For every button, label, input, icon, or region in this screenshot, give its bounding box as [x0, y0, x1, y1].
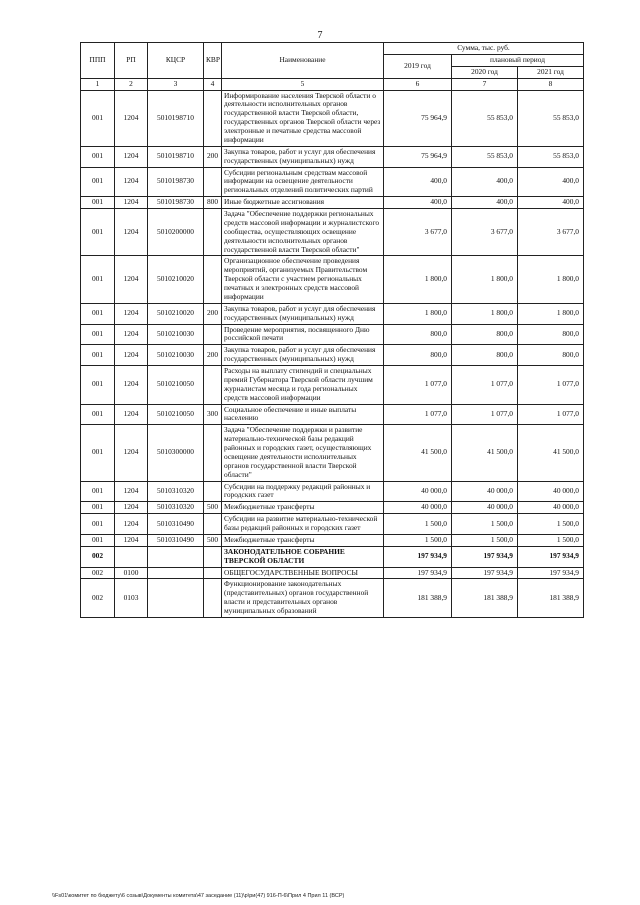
value-2019-cell: 181 388,9 — [384, 579, 452, 618]
ppp-cell: 001 — [81, 256, 115, 303]
ppp-cell: 001 — [81, 167, 115, 197]
value-2021-cell: 1 800,0 — [518, 303, 584, 324]
kcsr-cell: 5010210020 — [148, 303, 204, 324]
budget-table — [80, 42, 584, 618]
value-2020-cell: 1 077,0 — [452, 404, 518, 425]
header-planned: плановый период — [452, 54, 584, 66]
rp-cell: 1204 — [115, 167, 148, 197]
kcsr-cell: 5010310490 — [148, 514, 204, 535]
rp-cell: 1204 — [115, 366, 148, 405]
kvr-cell — [204, 567, 222, 579]
ppp-cell: 002 — [81, 567, 115, 579]
kcsr-cell: 5010198710 — [148, 90, 204, 146]
rp-cell: 1204 — [115, 303, 148, 324]
rp-cell: 1204 — [115, 197, 148, 209]
value-2020-cell: 400,0 — [452, 167, 518, 197]
file-path-footer: \\Fs01\комитет по бюджету\6 созыв\Документы комитета\47 заседание (11)\р\ри(47) 916-П-6\Прил 4 Прил 11 (ВСР) — [52, 893, 345, 899]
value-2020-cell: 3 677,0 — [452, 209, 518, 256]
value-2021-cell: 55 853,0 — [518, 146, 584, 167]
value-2019-cell: 197 934,9 — [384, 546, 452, 567]
kcsr-cell: 5010198710 — [148, 146, 204, 167]
kcsr-cell: 5010210050 — [148, 404, 204, 425]
kvr-cell: 200 — [204, 303, 222, 324]
value-2019-cell: 75 964,9 — [384, 146, 452, 167]
kcsr-cell: 5010198730 — [148, 197, 204, 209]
rp-cell: 1204 — [115, 425, 148, 481]
name-cell: Закупка товаров, работ и услуг для обеспечения государственных (муниципальных) нужд — [222, 303, 384, 324]
header-2020: 2020 год — [452, 66, 518, 78]
ppp-cell: 001 — [81, 502, 115, 514]
value-2021-cell: 800,0 — [518, 324, 584, 345]
kvr-cell — [204, 425, 222, 481]
table-row — [81, 404, 584, 425]
table-row — [81, 345, 584, 366]
table-row — [81, 534, 584, 546]
name-cell: ЗАКОНОДАТЕЛЬНОЕ СОБРАНИЕ ТВЕРСКОЙ ОБЛАСТИ — [222, 546, 384, 567]
ppp-cell: 001 — [81, 366, 115, 405]
value-2019-cell: 800,0 — [384, 324, 452, 345]
col-num-1: 1 — [81, 78, 115, 90]
ppp-cell: 001 — [81, 197, 115, 209]
value-2021-cell: 3 677,0 — [518, 209, 584, 256]
kcsr-cell: 5010310320 — [148, 481, 204, 502]
name-cell: Субсидии на развитие материально-технической базы редакций районных и городских газет — [222, 514, 384, 535]
ppp-cell: 002 — [81, 546, 115, 567]
kcsr-cell: 5010210030 — [148, 345, 204, 366]
table-row — [81, 579, 584, 618]
kcsr-cell: 5010210020 — [148, 256, 204, 303]
table-row — [81, 425, 584, 481]
kcsr-cell: 5010300000 — [148, 425, 204, 481]
value-2021-cell: 40 000,0 — [518, 502, 584, 514]
value-2020-cell: 55 853,0 — [452, 146, 518, 167]
header-ppp: ППП — [81, 43, 115, 79]
ppp-cell: 001 — [81, 345, 115, 366]
rp-cell — [115, 546, 148, 567]
kvr-cell — [204, 209, 222, 256]
value-2020-cell: 197 934,9 — [452, 567, 518, 579]
value-2020-cell: 400,0 — [452, 197, 518, 209]
kvr-cell: 200 — [204, 146, 222, 167]
col-num-6: 6 — [384, 78, 452, 90]
header-sum: Сумма, тыс. руб. — [384, 43, 584, 55]
kvr-cell — [204, 167, 222, 197]
value-2021-cell: 41 500,0 — [518, 425, 584, 481]
value-2020-cell: 41 500,0 — [452, 425, 518, 481]
name-cell: Межбюджетные трансферты — [222, 534, 384, 546]
table-row — [81, 324, 584, 345]
name-cell: Задача "Обеспечение поддержки и развитие материально-технической базы редакций районных и городских газет, осуществляющих освещение деятельности исполнительных органов государственной власти Тверской области" — [222, 425, 384, 481]
value-2019-cell: 1 500,0 — [384, 534, 452, 546]
rp-cell: 1204 — [115, 534, 148, 546]
table-row — [81, 256, 584, 303]
table-row — [81, 303, 584, 324]
kcsr-cell: 5010210050 — [148, 366, 204, 405]
kcsr-cell: 5010198730 — [148, 167, 204, 197]
kcsr-cell: 5010200000 — [148, 209, 204, 256]
value-2021-cell: 1 500,0 — [518, 534, 584, 546]
rp-cell: 1204 — [115, 404, 148, 425]
kvr-cell — [204, 256, 222, 303]
value-2019-cell: 1 077,0 — [384, 366, 452, 405]
table-row — [81, 209, 584, 256]
rp-cell: 1204 — [115, 481, 148, 502]
header-kvr: КВР — [204, 43, 222, 79]
col-num-7: 7 — [452, 78, 518, 90]
ppp-cell: 001 — [81, 534, 115, 546]
value-2020-cell: 1 800,0 — [452, 256, 518, 303]
value-2020-cell: 1 077,0 — [452, 366, 518, 405]
ppp-cell: 001 — [81, 90, 115, 146]
col-num-3: 3 — [148, 78, 204, 90]
name-cell: Задача "Обеспечение поддержки региональных средств массовой информации и журналистского сообщества, осуществляющих освещение деятельности исполнительных органов государственной власти Тверской области" — [222, 209, 384, 256]
value-2020-cell: 55 853,0 — [452, 90, 518, 146]
rp-cell: 1204 — [115, 514, 148, 535]
kcsr-cell: 5010210030 — [148, 324, 204, 345]
kvr-cell: 500 — [204, 534, 222, 546]
value-2019-cell: 75 964,9 — [384, 90, 452, 146]
header-rp: РП — [115, 43, 148, 79]
name-cell: Межбюджетные трансферты — [222, 502, 384, 514]
table-row — [81, 514, 584, 535]
ppp-cell: 001 — [81, 481, 115, 502]
header-2019: 2019 год — [384, 54, 452, 78]
value-2021-cell: 40 000,0 — [518, 481, 584, 502]
name-cell: Субсидии на поддержку редакций районных и городских газет — [222, 481, 384, 502]
kvr-cell — [204, 481, 222, 502]
rp-cell: 1204 — [115, 324, 148, 345]
page-number: 7 — [317, 30, 323, 41]
name-cell: ОБЩЕГОСУДАРСТВЕННЫЕ ВОПРОСЫ — [222, 567, 384, 579]
rp-cell: 1204 — [115, 209, 148, 256]
value-2020-cell: 181 388,9 — [452, 579, 518, 618]
value-2020-cell: 1 800,0 — [452, 303, 518, 324]
ppp-cell: 001 — [81, 209, 115, 256]
value-2020-cell: 800,0 — [452, 324, 518, 345]
rp-cell: 1204 — [115, 146, 148, 167]
value-2019-cell: 1 500,0 — [384, 514, 452, 535]
value-2019-cell: 1 800,0 — [384, 256, 452, 303]
kvr-cell: 800 — [204, 197, 222, 209]
ppp-cell: 002 — [81, 579, 115, 618]
value-2021-cell: 1 077,0 — [518, 404, 584, 425]
value-2021-cell: 197 934,9 — [518, 567, 584, 579]
value-2021-cell: 800,0 — [518, 345, 584, 366]
kvr-cell — [204, 90, 222, 146]
value-2020-cell: 1 500,0 — [452, 534, 518, 546]
header-2021: 2021 год — [518, 66, 584, 78]
value-2021-cell: 1 077,0 — [518, 366, 584, 405]
rp-cell: 0103 — [115, 579, 148, 618]
value-2021-cell: 55 853,0 — [518, 90, 584, 146]
table-row — [81, 481, 584, 502]
table-row — [81, 366, 584, 405]
table-row — [81, 546, 584, 567]
ppp-cell: 001 — [81, 404, 115, 425]
kvr-cell — [204, 579, 222, 618]
value-2020-cell: 1 500,0 — [452, 514, 518, 535]
value-2019-cell: 400,0 — [384, 197, 452, 209]
table-row — [81, 146, 584, 167]
value-2021-cell: 1 800,0 — [518, 256, 584, 303]
value-2019-cell: 40 000,0 — [384, 502, 452, 514]
name-cell: Информирование населения Тверской области о деятельности исполнительных органов государственной власти Тверской области, государственных органов Тверской области через электронные и печатные средства массовой информации — [222, 90, 384, 146]
table-row — [81, 90, 584, 146]
value-2019-cell: 1 077,0 — [384, 404, 452, 425]
kvr-cell: 300 — [204, 404, 222, 425]
col-num-8: 8 — [518, 78, 584, 90]
table-row — [81, 167, 584, 197]
table-row — [81, 567, 584, 579]
rp-cell: 1204 — [115, 345, 148, 366]
name-cell: Закупка товаров, работ и услуг для обеспечения государственных (муниципальных) нужд — [222, 146, 384, 167]
rp-cell: 1204 — [115, 502, 148, 514]
kcsr-cell: 5010310490 — [148, 534, 204, 546]
value-2019-cell: 41 500,0 — [384, 425, 452, 481]
rp-cell: 1204 — [115, 256, 148, 303]
value-2021-cell: 181 388,9 — [518, 579, 584, 618]
value-2019-cell: 3 677,0 — [384, 209, 452, 256]
name-cell: Расходы на выплату стипендий и специальных премий Губернатора Тверской области лучшим журналистам месяца и года региональных средств массовой информации — [222, 366, 384, 405]
kcsr-cell — [148, 567, 204, 579]
col-num-5: 5 — [222, 78, 384, 90]
rp-cell: 0100 — [115, 567, 148, 579]
name-cell: Иные бюджетные ассигнования — [222, 197, 384, 209]
col-num-2: 2 — [115, 78, 148, 90]
value-2020-cell: 40 000,0 — [452, 481, 518, 502]
value-2020-cell: 800,0 — [452, 345, 518, 366]
ppp-cell: 001 — [81, 303, 115, 324]
value-2021-cell: 197 934,9 — [518, 546, 584, 567]
ppp-cell: 001 — [81, 514, 115, 535]
kvr-cell: 200 — [204, 345, 222, 366]
value-2021-cell: 400,0 — [518, 197, 584, 209]
kcsr-cell — [148, 546, 204, 567]
kvr-cell: 500 — [204, 502, 222, 514]
ppp-cell: 001 — [81, 324, 115, 345]
ppp-cell: 001 — [81, 425, 115, 481]
value-2021-cell: 1 500,0 — [518, 514, 584, 535]
col-num-4: 4 — [204, 78, 222, 90]
kvr-cell — [204, 514, 222, 535]
name-cell: Субсидии региональным средствам массовой информации на освещение деятельности региональных отделений политических партий — [222, 167, 384, 197]
kcsr-cell: 5010310320 — [148, 502, 204, 514]
name-cell: Функционирование законодательных (представительных) органов государственной власти и представительных органов муниципальных образований — [222, 579, 384, 618]
kvr-cell — [204, 546, 222, 567]
value-2020-cell: 197 934,9 — [452, 546, 518, 567]
kcsr-cell — [148, 579, 204, 618]
value-2019-cell: 1 800,0 — [384, 303, 452, 324]
ppp-cell: 001 — [81, 146, 115, 167]
value-2019-cell: 800,0 — [384, 345, 452, 366]
name-cell: Социальное обеспечение и иные выплаты населению — [222, 404, 384, 425]
value-2019-cell: 400,0 — [384, 167, 452, 197]
value-2021-cell: 400,0 — [518, 167, 584, 197]
kvr-cell — [204, 366, 222, 405]
rp-cell: 1204 — [115, 90, 148, 146]
value-2020-cell: 40 000,0 — [452, 502, 518, 514]
header-name: Наименование — [222, 43, 384, 79]
value-2019-cell: 40 000,0 — [384, 481, 452, 502]
table-row — [81, 502, 584, 514]
table-row — [81, 197, 584, 209]
header-kcsr: КЦСР — [148, 43, 204, 79]
name-cell: Проведение мероприятия, посвященного Дню российской печати — [222, 324, 384, 345]
name-cell: Закупка товаров, работ и услуг для обеспечения государственных (муниципальных) нужд — [222, 345, 384, 366]
value-2019-cell: 197 934,9 — [384, 567, 452, 579]
name-cell: Организационное обеспечение проведения мероприятий, организуемых Правительством Тверской области с участием региональных печатных и электронных средств массовой информации — [222, 256, 384, 303]
kvr-cell — [204, 324, 222, 345]
